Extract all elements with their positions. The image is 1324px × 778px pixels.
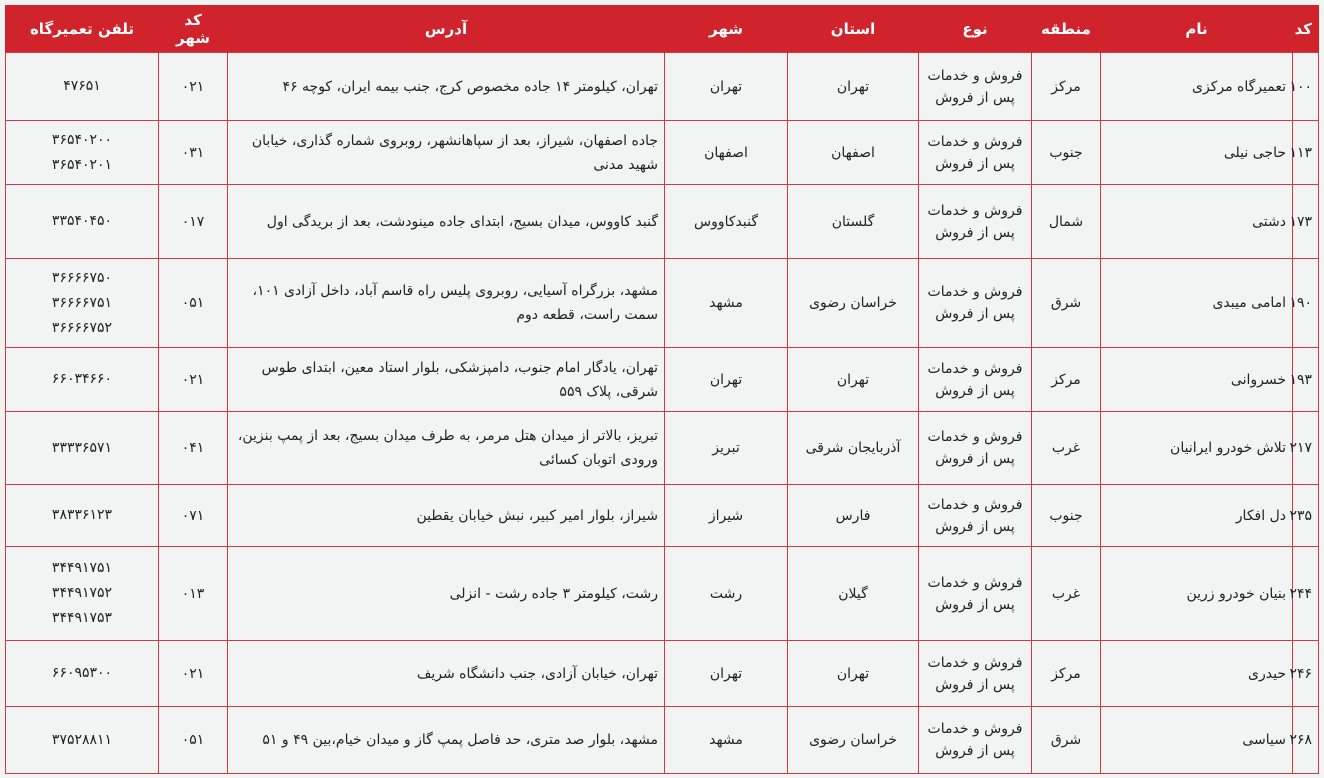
cell-address: شیراز، بلوار امیر کبیر، نبش خیابان یقطین [228,485,665,547]
type-line: فروش و خدمات [927,202,1023,219]
cell-phone [6,259,159,348]
table-row [6,259,1319,348]
header-type: نوع [919,5,1032,53]
cell-type [919,121,1032,185]
cell-code: ۲۴۴ [1293,547,1319,641]
type-line: پس از فروش [935,224,1015,241]
cell-type [919,641,1032,707]
cell-type [919,53,1032,121]
cell-phone [6,641,159,707]
cell-city-code: ۰۲۱ [159,641,228,707]
phone-number: ۳۶۶۶۶۷۵۲ [51,319,113,336]
type-line: فروش و خدمات [927,496,1023,513]
table-row [6,641,1319,707]
cell-phone [6,348,159,412]
cell-code: ۲۶۸ [1293,707,1319,774]
cell-code: ۱۱۳ [1293,121,1319,185]
cell-province: خراسان رضوی [788,259,919,348]
cell-phone [6,547,159,641]
header-city: شهر [665,5,788,53]
cell-name: سیاسی [1101,707,1293,774]
type-line: پس از فروش [935,518,1015,535]
type-line: فروش و خدمات [927,429,1023,445]
cell-phone [6,121,159,185]
phone-number: ۶۶۰۹۵۳۰۰ [51,665,113,681]
table-row [6,547,1319,641]
cell-city: تبریز [665,412,788,485]
type-line: پس از فروش [935,451,1015,467]
phone-number: ۳۸۳۳۶۱۲۳ [51,507,113,523]
cell-code: ۱۷۳ [1293,185,1319,259]
cell-city: رشت [665,547,788,641]
table-header-row [6,5,1319,53]
cell-region: مرکز [1032,53,1101,121]
cell-province: تهران [788,348,919,412]
cell-phone [6,412,159,485]
phone-number: ۳۶۶۶۶۷۵۱ [51,294,113,311]
type-line: پس از فروش [935,596,1015,613]
cell-province: گیلان [788,547,919,641]
type-line: پس از فروش [935,89,1015,106]
cell-region: شرق [1032,259,1101,348]
type-line: فروش و خدمات [927,574,1023,591]
type-line: پس از فروش [935,676,1015,693]
type-line: فروش و خدمات [927,284,1023,300]
cell-city: اصفهان [665,121,788,185]
cell-city-code: ۰۲۱ [159,348,228,412]
cell-type [919,348,1032,412]
cell-address: تهران، کیلومتر ۱۴ جاده مخصوص کرج، جنب بیمه ایران، کوچه ۴۶ [228,53,665,121]
table-row [6,121,1319,185]
cell-city-code: ۰۵۱ [159,259,228,348]
cell-region: غرب [1032,547,1101,641]
table-row [6,707,1319,774]
cell-province: تهران [788,53,919,121]
cell-city: شیراز [665,485,788,547]
phone-number: ۳۴۴۹۱۷۵۳ [51,610,113,626]
cell-city: تهران [665,641,788,707]
cell-city: گنبدکاووس [665,185,788,259]
cell-province: تهران [788,641,919,707]
phone-number: ۳۶۵۴۰۲۰۰ [51,131,113,148]
phone-number: ۳۳۳۳۶۵۷۱ [51,439,113,456]
cell-city: تهران [665,53,788,121]
type-line: پس از فروش [935,382,1015,399]
cell-address: جاده اصفهان، شیراز، بعد از سپاهانشهر، روبروی شماره گذاری، خیابان شهید مدنی [228,121,665,185]
cell-phone [6,707,159,774]
header-code: کد [1293,5,1319,53]
cell-city: مشهد [665,707,788,774]
type-line: پس از فروش [935,743,1015,759]
phone-number: ۴۷۶۵۱ [63,78,101,94]
cell-type [919,485,1032,547]
cell-code: ۲۱۷ [1293,412,1319,485]
type-line: فروش و خدمات [927,133,1023,150]
cell-address: گنبد کاووس، میدان بسیج، ابتدای جاده مینودشت، بعد از بریدگی اول [228,185,665,259]
cell-region: مرکز [1032,348,1101,412]
cell-code: ۲۳۵ [1293,485,1319,547]
cell-name: دشتی [1101,185,1293,259]
cell-code: ۱۹۰ [1293,259,1319,348]
cell-address: رشت، کیلومتر ۳ جاده رشت - انزلی [228,547,665,641]
phone-number: ۳۶۵۴۰۲۰۱ [51,156,113,173]
cell-city-code: ۰۳۱ [159,121,228,185]
header-region: منطقه [1032,5,1101,53]
table-row [6,348,1319,412]
cell-code: ۲۴۶ [1293,641,1319,707]
cell-type [919,412,1032,485]
header-province: استان [788,5,919,53]
cell-city-code: ۰۴۱ [159,412,228,485]
cell-region: شرق [1032,707,1101,774]
cell-province: گلستان [788,185,919,259]
cell-province: فارس [788,485,919,547]
cell-phone [6,485,159,547]
cell-region: جنوب [1032,485,1101,547]
cell-province: اصفهان [788,121,919,185]
cell-address: تهران، خیابان آزادی، جنب دانشگاه شریف [228,641,665,707]
type-line: فروش و خدمات [927,654,1023,671]
phone-number: ۳۴۴۹۱۷۵۲ [51,585,113,601]
cell-type [919,547,1032,641]
cell-region: مرکز [1032,641,1101,707]
type-line: فروش و خدمات [927,360,1023,377]
cell-type [919,185,1032,259]
cell-province: خراسان رضوی [788,707,919,774]
cell-address: تبریز، بالاتر از میدان هتل مرمر، به طرف میدان بسیج، بعد از پمپ بنزین، ورودی اتوبان کسائی [228,412,665,485]
cell-name: امامی میبدی [1101,259,1293,348]
header-city-code: کد شهر [159,5,228,53]
cell-name: خسروانی [1101,348,1293,412]
cell-type [919,707,1032,774]
cell-city-code: ۰۱۷ [159,185,228,259]
header-name: نام [1101,5,1293,53]
phone-number: ۳۳۵۴۰۴۵۰ [51,213,113,229]
cell-province: آذربایجان شرقی [788,412,919,485]
repair-shops-table [5,5,1319,774]
table-row [6,485,1319,547]
header-address: آدرس [228,5,665,53]
cell-phone [6,53,159,121]
cell-code: ۱۰۰ [1293,53,1319,121]
header-phone: تلفن تعمیرگاه [6,5,159,53]
cell-address: مشهد، بلوار صد متری، حد فاصل پمپ گاز و میدان خیام،بین ۴۹ و ۵۱ [228,707,665,774]
cell-city: تهران [665,348,788,412]
phone-number: ۳۶۶۶۶۷۵۰ [51,269,113,286]
cell-city-code: ۰۱۳ [159,547,228,641]
phone-number: ۶۶۰۳۴۶۶۰ [51,371,113,387]
cell-name: تلاش خودرو ایرانیان [1101,412,1293,485]
cell-city-code: ۰۷۱ [159,485,228,547]
cell-city-code: ۰۲۱ [159,53,228,121]
cell-region: غرب [1032,412,1101,485]
type-line: فروش و خدمات [927,721,1023,737]
repair-shops-table-container [5,5,1318,774]
cell-region: جنوب [1032,121,1101,185]
cell-city: مشهد [665,259,788,348]
cell-name: دل افکار [1101,485,1293,547]
table-row [6,53,1319,121]
phone-number: ۳۴۴۹۱۷۵۱ [51,560,113,576]
cell-address: مشهد، بزرگراه آسیایی، روبروی پلیس راه قاسم آباد، داخل آزادی ۱۰۱، سمت راست، قطعه دوم [228,259,665,348]
cell-phone [6,185,159,259]
cell-address: تهران، یادگار امام جنوب، دامپزشکی، بلوار استاد معین، ابتدای طوس شرقی، پلاک ۵۵۹ [228,348,665,412]
cell-name: بنیان خودرو زرین [1101,547,1293,641]
cell-name: حاجی نیلی [1101,121,1293,185]
cell-name: حیدری [1101,641,1293,707]
table-row [6,185,1319,259]
type-line: فروش و خدمات [927,67,1023,84]
type-line: پس از فروش [935,306,1015,322]
cell-city-code: ۰۵۱ [159,707,228,774]
cell-name: تعمیرگاه مرکزی [1101,53,1293,121]
phone-number: ۳۷۵۲۸۸۱۱ [51,731,113,748]
table-row [6,412,1319,485]
type-line: پس از فروش [935,155,1015,172]
cell-region: شمال [1032,185,1101,259]
cell-code: ۱۹۳ [1293,348,1319,412]
cell-type [919,259,1032,348]
